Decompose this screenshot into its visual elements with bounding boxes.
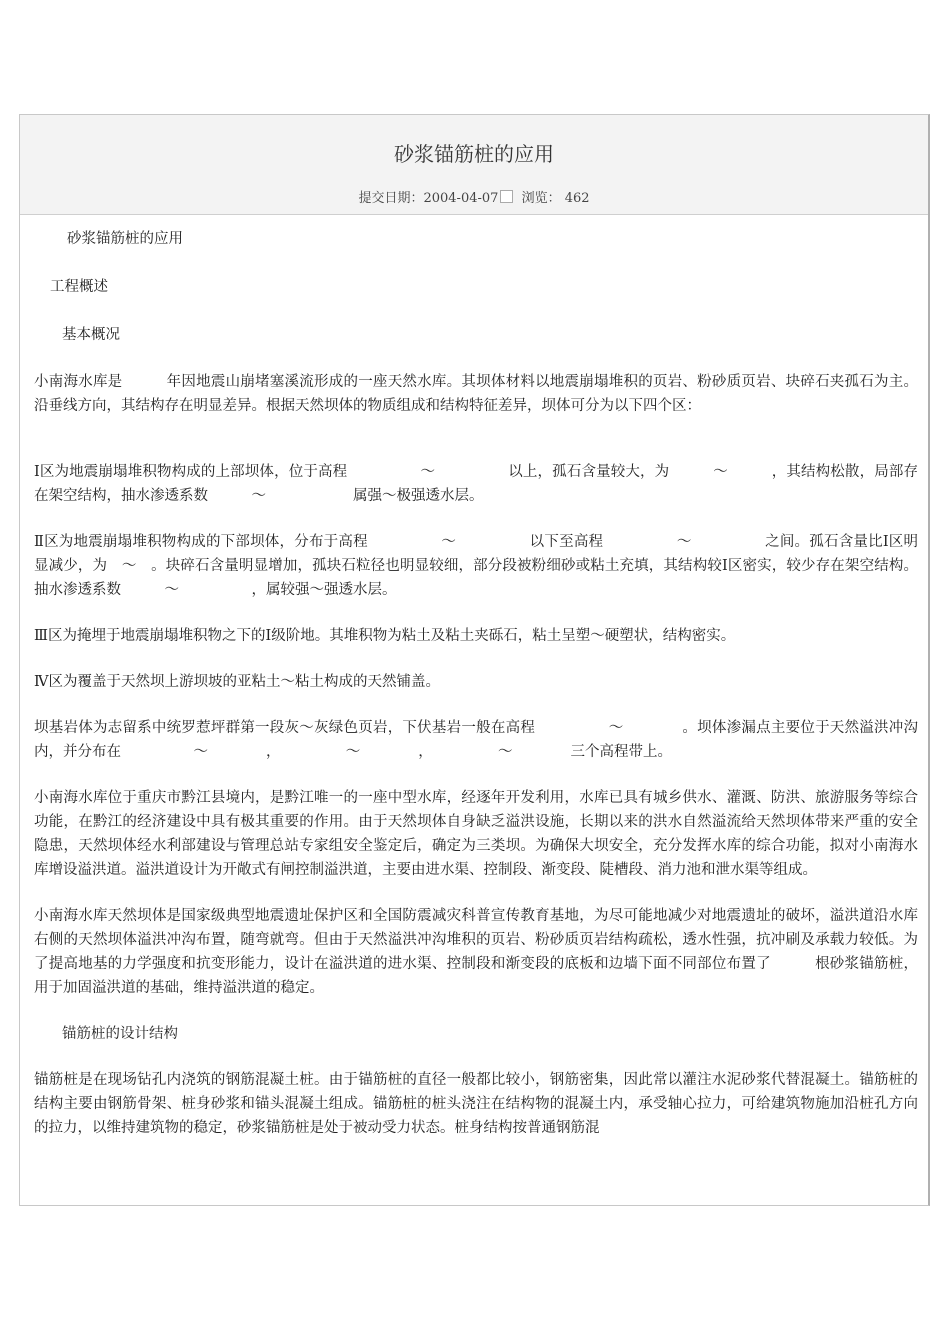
article-frame: [19, 114, 930, 1206]
paragraph: 锚筋桩是在现场钻孔内浇筑的钢筋混凝土桩。由于锚筋桩的直径一般都比较小，钢筋密集，因此常以灌注水泥砂浆代替混凝土。锚筋桩的结构主要由钢筋骨架、桩身砂浆和锚头混凝土组成。锚筋桩的桩头浇注在结构物的混凝土内，承受轴心拉力，可给建筑物施加沿桩孔方向的拉力，以维持建筑物的稳定，砂浆锚筋桩是处于被动受力状态。桩身结构按普通钢筋混: [34, 1072, 918, 1136]
article-body: [34, 214, 918, 1140]
date-label: 提交日期：: [358, 191, 424, 206]
article-header: [20, 115, 928, 215]
submit-date: 2004-04-07: [423, 191, 499, 206]
article-meta: [20, 187, 928, 206]
article-title: 砂浆锚筋桩的应用: [394, 142, 554, 166]
paragraph: 坝基岩体为志留系中统罗惹坪群第一段灰～灰绿色页岩，下伏基岩一般在高程 ～ 。坝体渗漏点主要位于天然溢洪冲沟内，并分布在 ～ ， ～ ， ～ 三个高程带上。: [34, 720, 918, 760]
section-heading: 工程概述: [50, 279, 108, 295]
paragraph: Ⅰ区为地震崩塌堆积物构成的上部坝体，位于高程 ～ 以上，孤石含量较大，为 ～ ，其结构松散，局部存在架空结构，抽水渗透系数 ～ 属强～极强透水层。: [34, 464, 918, 504]
section-heading: 砂浆锚筋桩的应用: [67, 231, 183, 247]
paragraph: 小南海水库位于重庆市黔江县境内，是黔江唯一的一座中型水库，经逐年开发利用，水库已具有城乡供水、灌溉、防洪、旅游服务等综合功能，在黔江的经济建设中具有极其重要的作用。由于天然坝体自身缺乏溢洪设施，长期以来的洪水自然溢流给天然坝体带来严重的安全隐患，天然坝体经水利部建设与管理总站专家组安全鉴定后，确定为三类坝。为确保大坝安全，充分发挥水库的综合功能，拟对小南海水库增设溢洪道。溢洪道设计为开敞式有闸控制溢洪道，主要由进水渠、控制段、渐变段、陡槽段、消力池和泄水渠等组成。: [34, 790, 918, 878]
section-heading: 锚筋桩的设计结构: [62, 1026, 178, 1042]
paragraph: Ⅲ区为掩埋于地震崩塌堆积物之下的Ⅰ级阶地。其堆积物为粘土及粘土夹砾石，粘土呈塑～硬塑状，结构密实。: [34, 628, 736, 644]
views-label: 浏览：: [521, 191, 561, 206]
view-count: 462: [564, 191, 590, 206]
paragraph: Ⅳ区为覆盖于天然坝上游坝坡的亚粘土～粘土构成的天然铺盖。: [34, 674, 440, 690]
paragraph: Ⅱ区为地震崩塌堆积物构成的下部坝体，分布于高程 ～ 以下至高程 ～ 之间。孤石含量比Ⅰ区明显减少，为 ～ 。块碎石含量明显增加，孤块石粒径也明显较细，部分段被粉细砂或粘土充填，其结构较Ⅰ区密实，较少存在架空结构。抽水渗透系数 ～ ，属较强～强透水层。: [34, 534, 918, 598]
section-heading: 基本概况: [62, 327, 120, 343]
paragraph: 小南海水库是 年因地震山崩堵塞溪流形成的一座天然水库。其坝体材料以地震崩塌堆积的页岩、粉砂质页岩、块碎石夹孤石为主。沿垂线方向，其结构存在明显差异。根据天然坝体的物质组成和结构特征差异，坝体可分为以下四个区：: [34, 374, 918, 414]
separator-icon: [500, 190, 513, 203]
paragraph: 小南海水库天然坝体是国家级典型地震遗址保护区和全国防震减灾科普宣传教育基地，为尽可能地减少对地震遗址的破坏，溢洪道沿水库右侧的天然坝体溢洪冲沟布置，随弯就弯。但由于天然溢洪冲沟堆积的页岩、粉砂质页岩结构疏松，透水性强，抗冲刷及承载力较低。为了提高地基的力学强度和抗变形能力，设计在溢洪道的进水渠、控制段和渐变段的底板和边墙下面不同部位布置了 根砂浆锚筋桩，用于加固溢洪道的基础，维持溢洪道的稳定。: [34, 908, 918, 996]
